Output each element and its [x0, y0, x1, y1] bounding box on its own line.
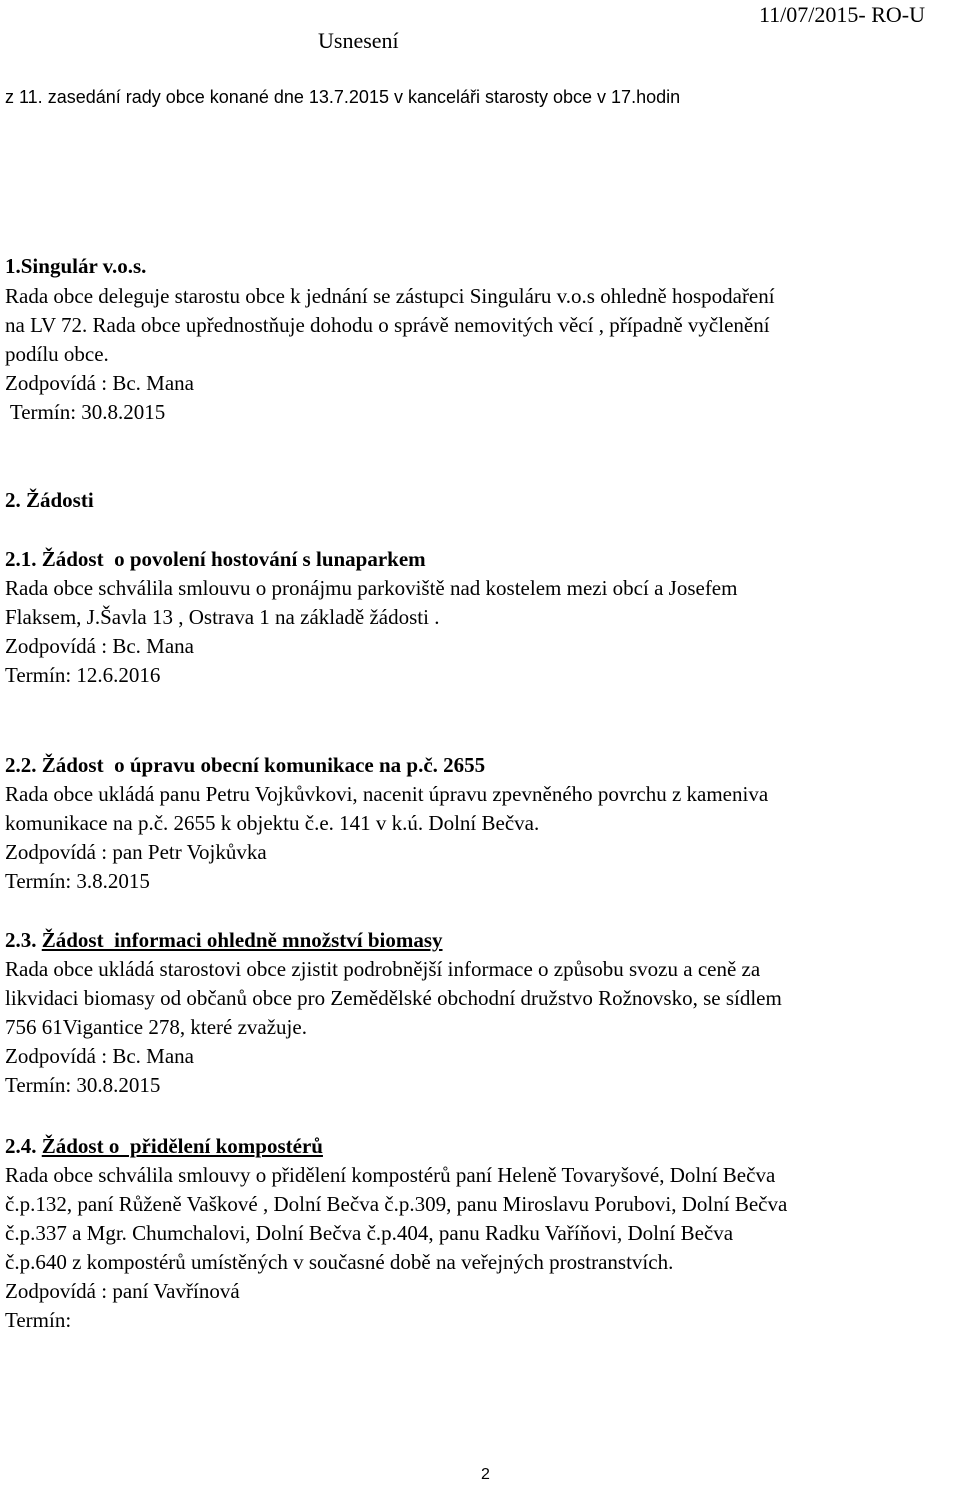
section-2-3-line: likvidaci biomasy od občanů obce pro Zemědělské obchodní družstvo Rožnovsko, se sídlem	[5, 986, 782, 1010]
section-2-4-line: č.p.132, paní Růženě Vaškové , Dolní Bečva č.p.309, panu Miroslavu Porubovi, Dolní Bečva	[5, 1192, 788, 1216]
section-2-2-heading	[5, 751, 485, 779]
section-2-2-line: komunikace na p.č. 2655 k objektu č.e. 141 v k.ú. Dolní Bečva.	[5, 811, 540, 835]
section-2-4-heading	[5, 1132, 323, 1160]
section-2-1-responsible: Zodpovídá : Bc. Mana	[5, 634, 194, 658]
section-2-3-responsible: Zodpovídá : Bc. Mana	[5, 1044, 194, 1068]
document-title: Usnesení	[318, 28, 399, 53]
section-2-4-term: Termín:	[5, 1308, 72, 1332]
section-2-4-line: Rada obce schválila smlouvy o přidělení kompostérů paní Heleně Tovaryšové, Dolní Bečva	[5, 1163, 776, 1187]
section-2-1-line: Flaksem, J.Šavla 13 , Ostrava 1 na základě žádosti .	[5, 605, 440, 629]
section-2-1-line: Rada obce schválila smlouvu o pronájmu parkoviště nad kostelem mezi obcí a Josefem	[5, 576, 738, 600]
section-2-3-number: 2.3.	[5, 928, 42, 952]
section-1-term: Termín: 30.8.2015	[5, 400, 166, 424]
section-1-responsible: Zodpovídá : Bc. Mana	[5, 371, 194, 395]
section-2-3-line: Rada obce ukládá starostovi obce zjistit podrobnější informace o způsobu svozu a ceně za	[5, 957, 761, 981]
section-2-4-line: č.p.640 z kompostérů umístěných v současné době na veřejných prostranstvích.	[5, 1250, 674, 1274]
section-2-2-line: Rada obce ukládá panu Petru Vojkůvkovi, nacenit úpravu zpevněného povrchu z kameniva	[5, 782, 769, 806]
section-2-2-responsible: Zodpovídá : pan Petr Vojkůvka	[5, 840, 267, 864]
section-2-1-heading	[5, 545, 426, 573]
section-2-1-number: 2.1.	[5, 547, 42, 571]
section-2-4-line: č.p.337 a Mgr. Chumchalovi, Dolní Bečva č.p.404, panu Radku Vaříňovi, Dolní Bečva	[5, 1221, 734, 1245]
section-2-1-term: Termín: 12.6.2016	[5, 663, 161, 687]
meeting-subtitle: z 11. zasedání rady obce konané dne 13.7.2015 v kanceláři starosty obce v 17.hodin	[5, 87, 681, 107]
page-number: 2	[481, 1466, 490, 1483]
section-2-3-heading	[5, 926, 443, 954]
section-2-3-term: Termín: 30.8.2015	[5, 1073, 161, 1097]
section-2-3-line: 756 61Vigantice 278, které zvažuje.	[5, 1015, 307, 1039]
section-2-2-title: Žádost o úpravu obecní komunikace na p.č. 2655	[41, 753, 486, 777]
section-2-2-term: Termín: 3.8.2015	[5, 869, 150, 893]
section-2-heading: 2. Žádosti	[5, 488, 94, 512]
section-1-heading: 1.Singulár v.o.s.	[5, 254, 147, 278]
section-1-line: podílu obce.	[5, 342, 109, 366]
section-2-1-title: Žádost o povolení hostování s lunaparkem	[41, 547, 426, 571]
section-1-line: Rada obce deleguje starostu obce k jednání se zástupci Singuláru v.o.s ohledně hospodaření	[5, 284, 775, 308]
section-2-3-title: Žádost informaci ohledně množství biomasy	[41, 928, 443, 952]
section-2-4-title: Žádost o přidělení kompostérů	[41, 1134, 323, 1158]
document-id: 11/07/2015- RO-U	[759, 2, 926, 27]
section-2-2-number: 2.2.	[5, 753, 42, 777]
section-2-4-number: 2.4.	[5, 1134, 42, 1158]
section-2-4-responsible: Zodpovídá : paní Vavřínová	[5, 1279, 240, 1303]
section-1-line: na LV 72. Rada obce upřednostňuje dohodu o správě nemovitých věcí , případně vyčlenění	[5, 313, 770, 337]
